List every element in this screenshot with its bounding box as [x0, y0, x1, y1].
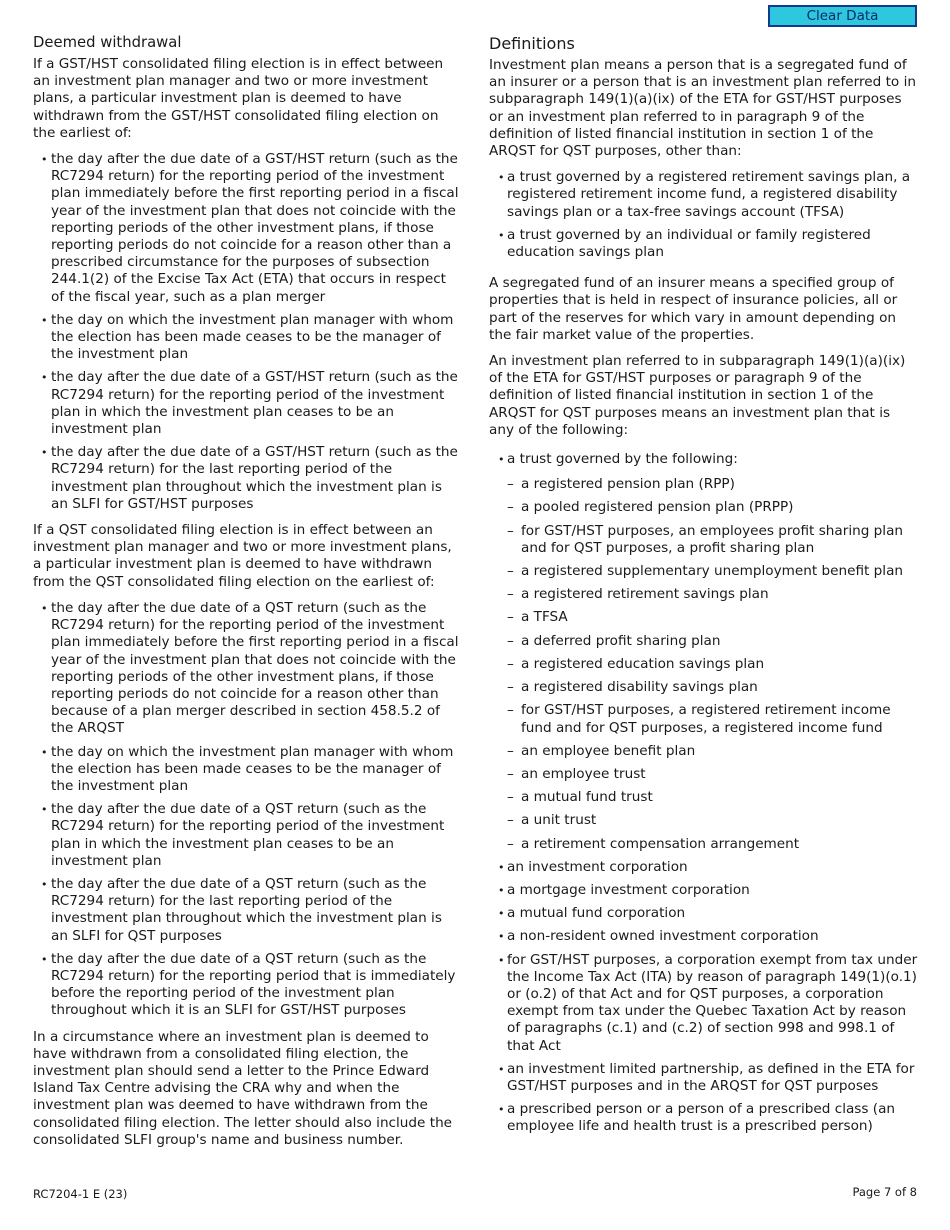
- sublist-item: – a registered education savings plan: [489, 656, 919, 673]
- sublist-item: – a registered disability savings plan: [489, 679, 919, 696]
- list-item: • the day after the due date of a QST return (such as the RC7294 return) for the reporting period that is immediately before the reporting period of the investment plan throughout which it is an SLFI for GST/HST purposes: [33, 951, 461, 1020]
- list-item: • a trust governed by an individual or family registered education savings plan: [489, 227, 919, 261]
- page-number: Page 7 of 8: [852, 1185, 917, 1199]
- sublist-item: – a mutual fund trust: [489, 789, 919, 806]
- sublist-item: – for GST/HST purposes, an employees profit sharing plan and for QST purposes, a profit sharing plan: [489, 523, 919, 557]
- sublist-item: – a unit trust: [489, 812, 919, 829]
- investment-plan-types-list: [489, 451, 919, 1136]
- trust-sublist: [489, 476, 919, 852]
- sublist-item: – a registered supplementary unemployment benefit plan: [489, 563, 919, 580]
- sublist-item: – an employee benefit plan: [489, 743, 919, 760]
- sublist-item: – for GST/HST purposes, a registered retirement income fund and for QST purposes, a registered income fund: [489, 702, 919, 736]
- list-item: • the day after the due date of a QST return (such as the RC7294 return) for the reporting period of the investment plan in which the investment plan ceases to be an investment plan: [33, 801, 461, 870]
- left-column: [33, 33, 461, 1158]
- sublist-item: – a retirement compensation arrangement: [489, 836, 919, 853]
- list-item: • an investment limited partnership, as defined in the ETA for GST/HST purposes and in the ARQST for QST purposes: [489, 1061, 919, 1095]
- list-item: • a trust governed by a registered retirement savings plan, a registered retirement income fund, a registered disability savings plan or a tax-free savings account (TFSA): [489, 169, 919, 221]
- list-item: • the day after the due date of a GST/HST return (such as the RC7294 return) for the last reporting period of the investment plan throughout which the investment plan is an SLFI for GST/HST purposes: [33, 444, 461, 513]
- sublist-item: – a registered retirement savings plan: [489, 586, 919, 603]
- clear-data-button[interactable]: Clear Data: [768, 5, 917, 27]
- list-item: • the day after the due date of a GST/HST return (such as the RC7294 return) for the reporting period of the investment plan in which the investment plan ceases to be an investment plan: [33, 369, 461, 438]
- exclusions-list: [489, 169, 919, 261]
- gst-withdrawal-list: [33, 151, 461, 513]
- sublist-item: – a deferred profit sharing plan: [489, 633, 919, 650]
- investment-plan-definition: Investment plan means a person that is a segregated fund of an insurer or a person that is an investment plan referred to in subparagraph 149(1)(a)(ix) of the ETA for GST/HST purposes or an investment plan referred to in paragraph 9 of the definition of listed financial institution in section 1 of the ARQST for QST purposes, other than:: [489, 57, 916, 160]
- form-code: RC7204-1 E (23): [33, 1187, 128, 1201]
- definitions-heading: Definitions: [489, 34, 575, 53]
- list-item: [489, 451, 919, 853]
- segregated-fund-definition: A segregated fund of an insurer means a specified group of properties that is held in respect of insurance policies, all or part of the reserves for which vary in amount depending on the fair market value of the properties.: [489, 275, 898, 343]
- circumstance-paragraph: In a circumstance where an investment plan is deemed to have withdrawn from a consolidated filing election, the investment plan should send a letter to the Prince Edward Island Tax Centre advising the CRA why and when the investment plan was deemed to have withdrawn from the consolidated filing election. The letter should also include the consolidated SLFI group's name and business number.: [33, 1028, 453, 1148]
- sublist-item: – an employee trust: [489, 766, 919, 783]
- qst-withdrawal-list: [33, 600, 461, 1020]
- trust-item-label: a trust governed by the following:: [507, 451, 738, 468]
- sublist-item: – a registered pension plan (RPP): [489, 476, 919, 493]
- list-item: • the day after the due date of a GST/HST return (such as the RC7294 return) for the reporting period of the investment plan immediately before the first reporting period in a fiscal year of the investment plan that does not coincide with the reporting periods of the other investment plans, if those reporting periods do not coincide for a reason other than a prescribed circumstance for the purposes of subsection 244.1(2) of the Excise Tax Act (ETA) that occurs in respect of the fiscal year, such as a plan merger: [33, 151, 461, 306]
- deemed-withdrawal-heading: Deemed withdrawal: [33, 34, 182, 51]
- list-item: • the day on which the investment plan manager with whom the election has been made ceases to be the manager of the investment plan: [33, 312, 461, 364]
- list-item: • a non-resident owned investment corporation: [489, 928, 919, 945]
- list-item: • the day after the due date of a QST return (such as the RC7294 return) for the reporting period of the investment plan immediately before the first reporting period in a fiscal year of the investment plan that does not coincide with the reporting periods of the other investment plans, if those reporting periods do not coincide for a reason other than because of a plan merger described in section 458.5.2 of the ARQST: [33, 600, 461, 738]
- list-item: • a prescribed person or a person of a prescribed class (an employee life and health trust is a prescribed person): [489, 1101, 919, 1135]
- qst-election-paragraph: If a QST consolidated filing election is in effect between an investment plan manager and two or more investment plans, a particular investment plan is deemed to have withdrawn from the QST consolidated filing election on the earliest of:: [33, 522, 452, 590]
- sublist-item: – a pooled registered pension plan (PRPP): [489, 499, 919, 516]
- investment-plan-types-intro: An investment plan referred to in subparagraph 149(1)(a)(ix) of the ETA for GST/HST purposes or paragraph 9 of the definition of listed financial institution in section 1 of the ARQST for QST purposes means an investment plan that is any of the following:: [489, 353, 906, 438]
- list-item: • for GST/HST purposes, a corporation exempt from tax under the Income Tax Act (ITA) by reason of paragraph 149(1)(o.1) or (o.2) of that Act and for QST purposes, a corporation exempt from tax under the Quebec Taxation Act by reason of paragraphs (c.1) and (c.2) of section 998 and 998.1 of that Act: [489, 952, 919, 1055]
- list-item: • a mortgage investment corporation: [489, 882, 919, 899]
- list-item: • the day after the due date of a QST return (such as the RC7294 return) for the last reporting period of the investment plan throughout which the investment plan is an SLFI for QST purposes: [33, 876, 461, 945]
- gst-election-paragraph: If a GST/HST consolidated filing election is in effect between an investment plan manager and two or more investment plans, a particular investment plan is deemed to have withdrawn from the GST/HST consolidated filing election on the earliest of:: [33, 56, 444, 141]
- sublist-item: – a TFSA: [489, 609, 919, 626]
- list-item: • the day on which the investment plan manager with whom the election has been made ceases to be the manager of the investment plan: [33, 744, 461, 796]
- list-item: • an investment corporation: [489, 859, 919, 876]
- list-item: • a mutual fund corporation: [489, 905, 919, 922]
- right-column: [489, 33, 919, 1145]
